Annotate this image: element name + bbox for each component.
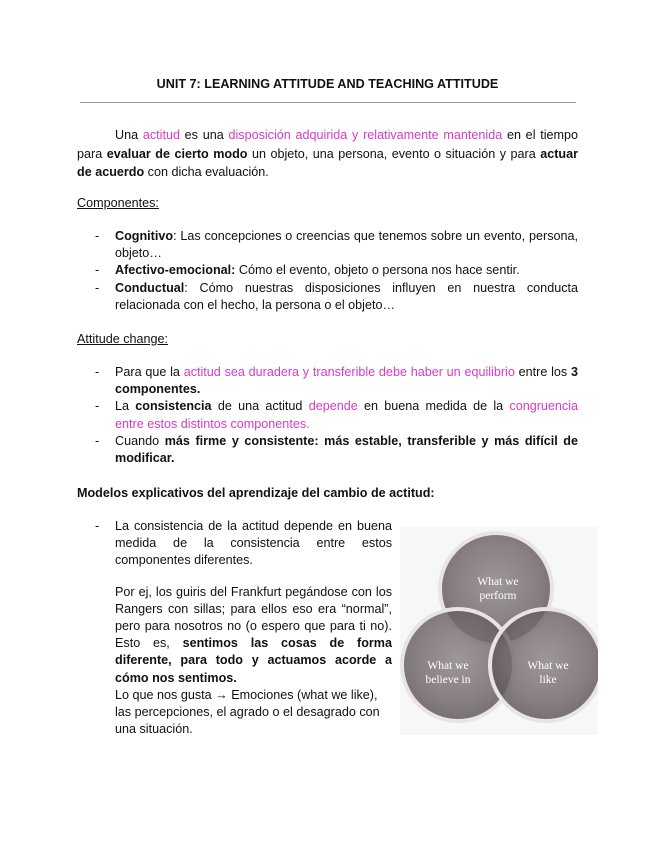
bold-evaluar: evaluar de cierto modo (106, 146, 248, 161)
attitude-change-list (77, 364, 578, 467)
list-item: - Cuando más firme y consistente: más estable, transferible y más difícil de modificar. (95, 433, 578, 466)
componentes-heading: Componentes: (77, 196, 159, 210)
list-item: - Para que la actitud sea duradera y transferible debe haber un equilibrio entre los 3 componentes. (95, 365, 578, 397)
list-item: - La consistencia de una actitud depende en buena medida de la congruencia entre estos distintos componentes. (95, 399, 579, 431)
attitude-change-heading: Attitude change: (77, 332, 169, 346)
highlight-actitud: actitud (142, 128, 180, 142)
venn-diagram (400, 527, 598, 735)
componentes-list (77, 228, 578, 314)
venn-label-believe-1: What we (427, 660, 469, 672)
page-title: UNIT 7: LEARNING ATTITUDE AND TEACHING ATTITUDE (156, 77, 499, 91)
venn-label-perform-2: perform (479, 590, 517, 602)
modelos-heading: Modelos explicativos del aprendizaje del cambio de actitud: (77, 486, 435, 500)
list-item: - Afectivo-emocional: Cómo el evento, objeto o persona nos hace sentir. (95, 263, 520, 278)
list-item: - La consistencia de la actitud depende en buena medida de la consistencia entre estos componentes diferentes. Por ej, los guiris del Frankfurt pegándose con los Rangers con sillas; para ellos eso era “normal”, pero para nosotros no (o espero que para ti no). Esto es, sentimos las cosas de forma diferente, para todo y actuamos acorde a cómo nos sentimos. Lo que nos gusta → Emociones (what we like), las percepciones, el agrado o el desagrado con una situación. (77, 518, 392, 738)
bold-actuar: actuar de acuerdo (77, 146, 578, 179)
modelos-list (77, 518, 392, 738)
title-divider (80, 102, 576, 103)
venn-label-believe-2: believe in (425, 674, 471, 686)
list-item: - Conductual: Cómo nuestras disposiciones influyen en nuestra conducta relacionada con el hecho, la persona o el objeto… (95, 280, 578, 312)
list-item: - Cognitivo: Las concepciones o creencias que tenemos sobre un evento, persona, objeto… (95, 229, 578, 261)
venn-label-like-2: like (539, 674, 557, 686)
modelos-paragraph-3: Lo que nos gusta → Emociones (what we like), las percepciones, el agrado o el desagrado con una situación. (115, 687, 380, 737)
intro-paragraph: Una actitud es una disposición adquirida y relativamente mantenida en el tiempo para evaluar de cierto modo un objeto, una persona, evento o situación y para actuar de acuerdo con dicha evaluación. (77, 128, 579, 179)
modelos-paragraph-1: La consistencia de la actitud depende en buena medida de la consistencia entre estos componentes diferentes. (115, 519, 392, 568)
highlight-disposicion: disposición adquirida y relativamente mantenida (228, 128, 503, 142)
venn-label-perform-1: What we (477, 576, 519, 588)
venn-label-like-1: What we (527, 660, 569, 672)
modelos-paragraph-2: Por ej, los guiris del Frankfurt pegándose con los Rangers con sillas; para ellos eso era “normal”, pero para nosotros no (o espero que para ti no). Esto es, sentimos las cosas de forma diferente, para todo y actuamos acorde a cómo nos sentimos. (115, 584, 393, 685)
